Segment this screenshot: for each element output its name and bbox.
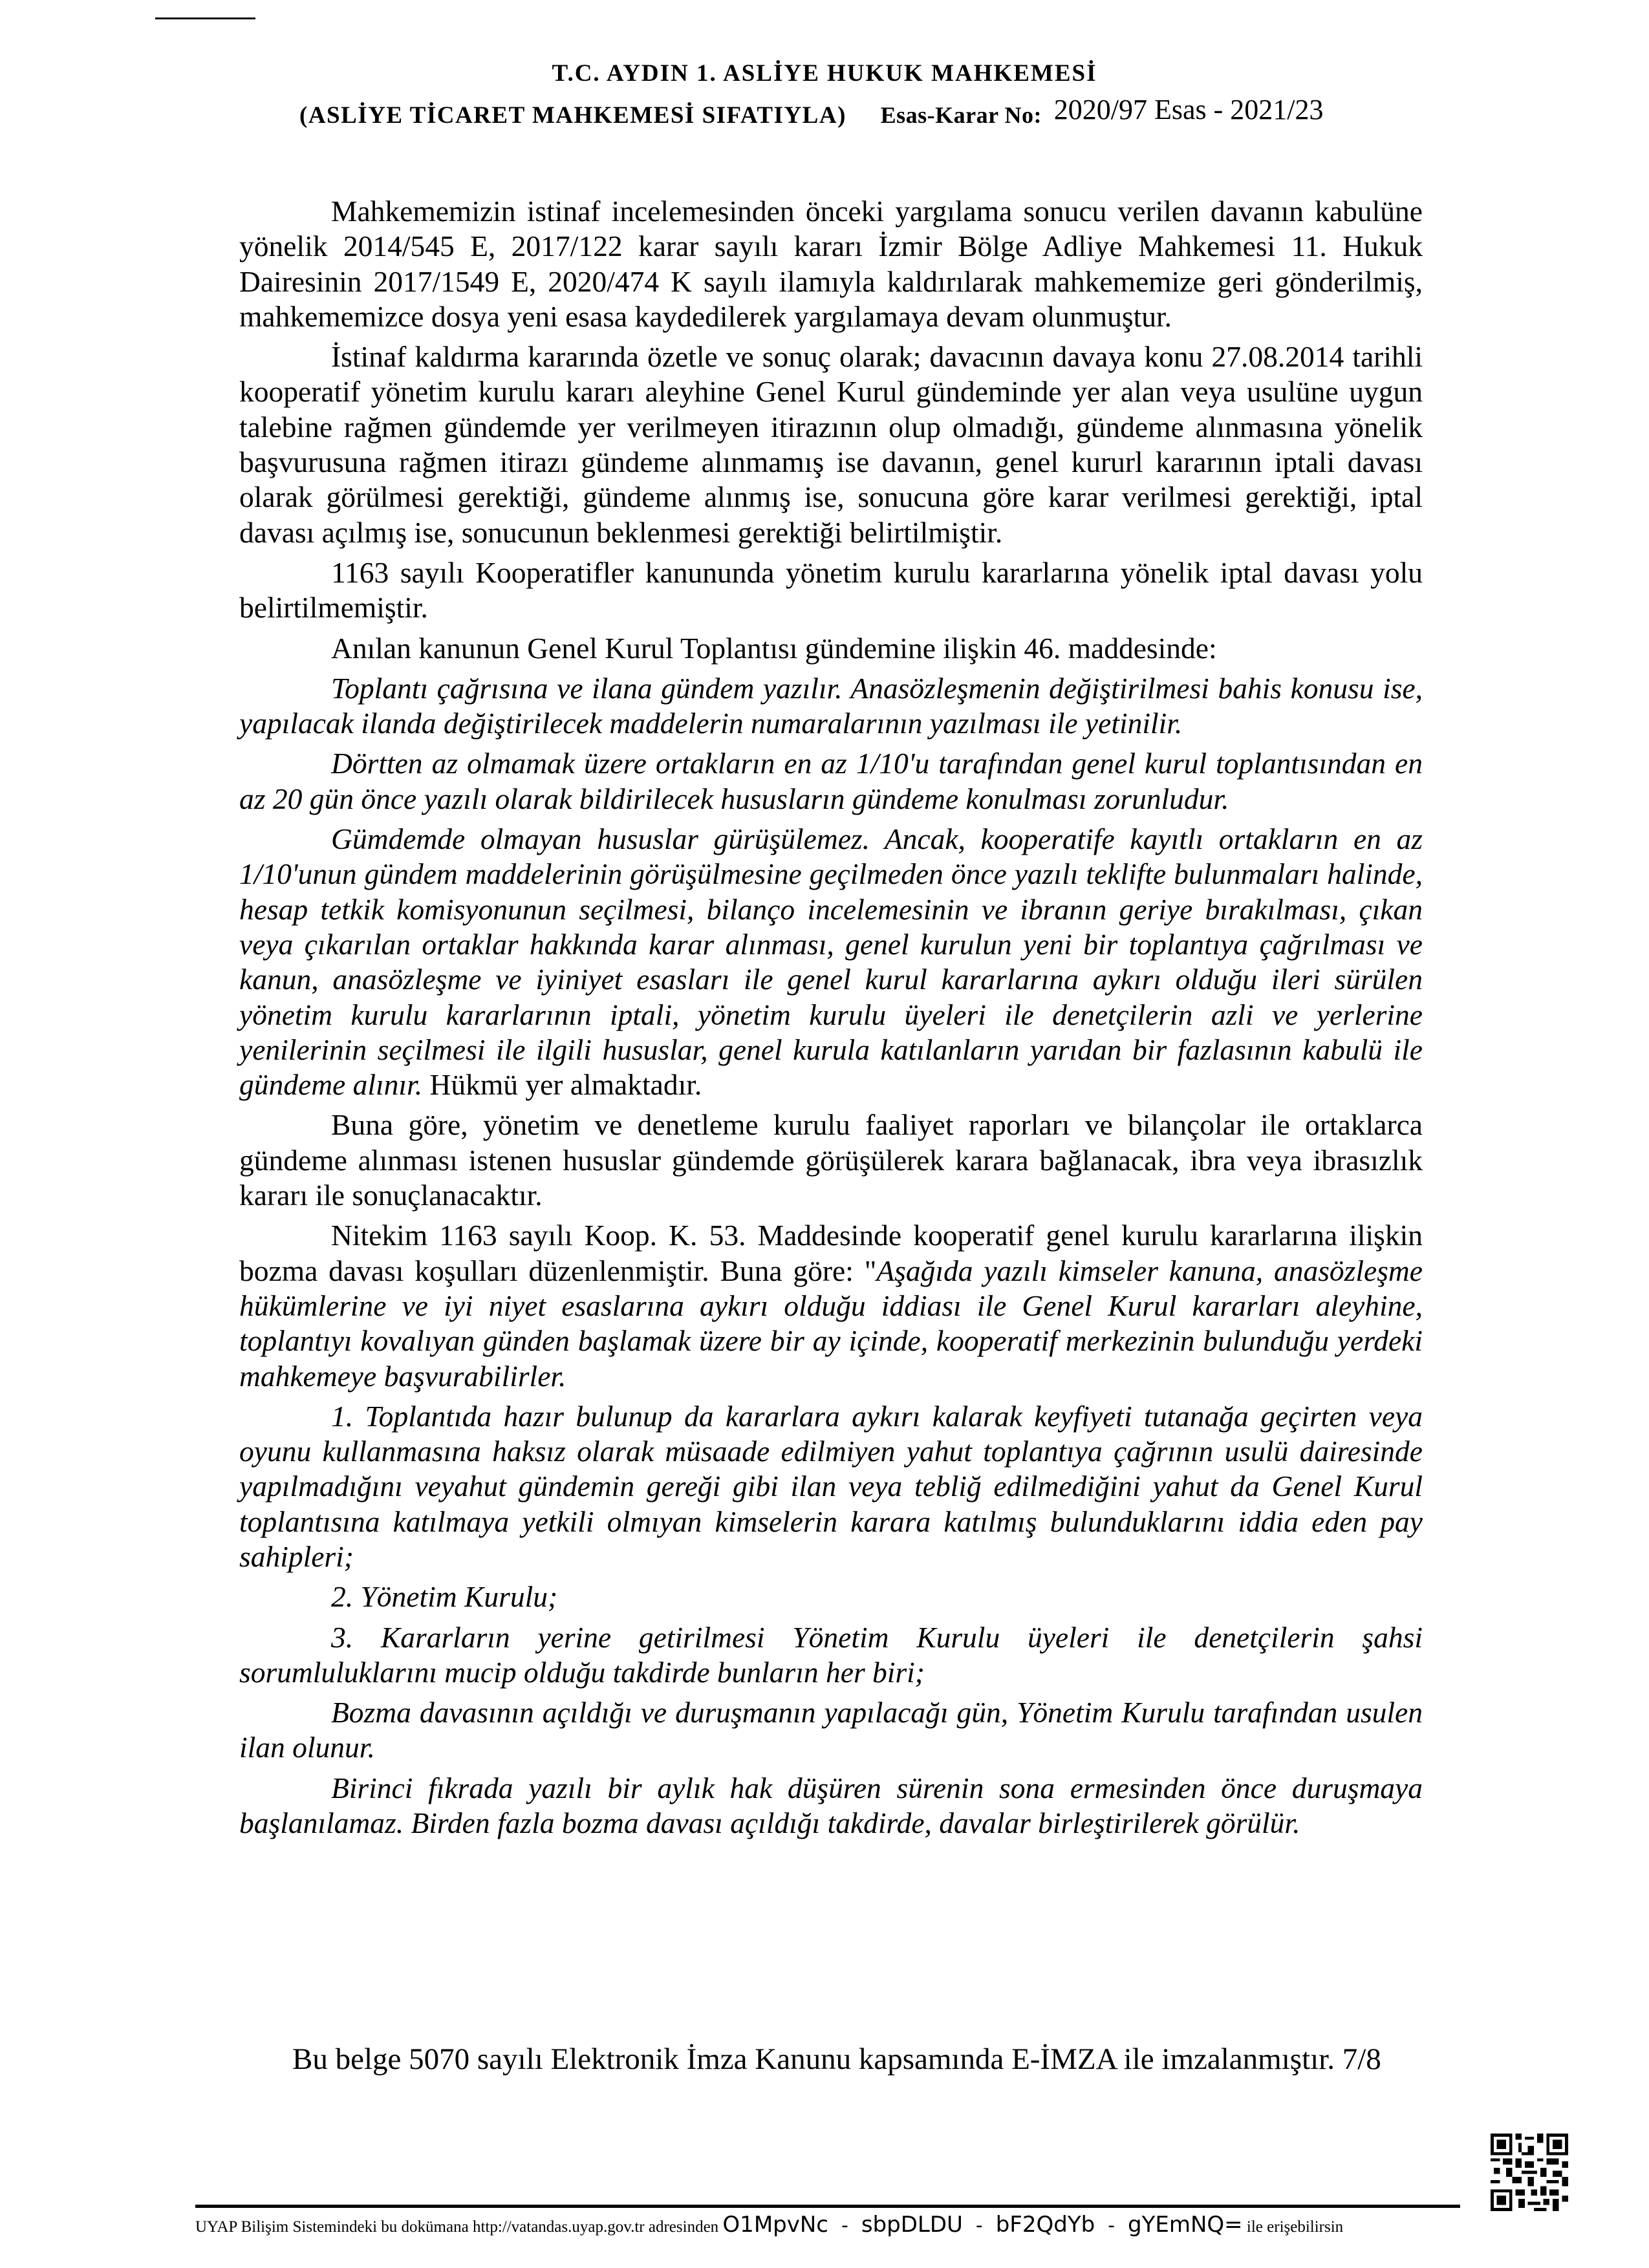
list-item: 3. Kararların yerine getirilmesi Yönetim Kurulu üyeleri ile denetçilerin şahsi sorumluluklarını mucip olduğu takdirde bunların her biri; <box>239 1620 1423 1689</box>
top-rule <box>155 17 255 19</box>
paragraph-tail: Hükmü yer almaktadır. <box>422 1068 702 1102</box>
paragraph: İstinaf kaldırma kararında özetle ve sonuç olarak; davacının davaya konu 27.08.2014 tarihli kooperatif yönetim kurulu kararı aleyhine Genel Kurul gündeminde yer alan veya usulüne uygun talebine rağmen gündemde yer verilmeyen itirazının olup olmadığı, gündeme alınmasına yönelik başvurusuna rağmen itirazı gündeme alınmamış ise davanın, genel kururl kararının iptali davası olarak görülmesi gerektiği, gündeme alınmış ise, sonucuna göre karar verilmesi gerektiği, iptal davası açılmış ise, sonucunun beklenmesi gerektiği belirtilmiştir. <box>239 340 1423 549</box>
quoted-text: Aşağıda yazılı kimseler kanuna, anasözleşme hükümlerine ve iyi niyet esaslarına aykırı olduğu iddiası ile Genel Kurul kararları aleyhine, toplantıyı kovalıyan günden başlamak üzere bir ay içinde, kooperatif merkezinin bulunduğu yerdeki mahkemeye başvurabilirler. <box>239 1254 1423 1393</box>
page-number: 7/8 <box>1342 2042 1381 2076</box>
code-separator: - <box>975 2214 983 2237</box>
paragraph <box>239 822 1423 1102</box>
quoted-paragraph: Toplantı çağrısına ve ilana gündem yazılır. Anasözleşmenin değiştirilmesi bahis konusu ise, yapılacak ilanda değiştirilecek maddelerin numaralarının yazılması ile yetinilir. <box>239 671 1423 740</box>
access-code-part-1: O1MpvNc <box>722 2212 828 2238</box>
e-signature-notice <box>292 2042 1381 2077</box>
quoted-paragraph: Bozma davasının açıldığı ve duruşmanın yapılacağı gün, Yönetim Kurulu tarafından usulen ilan olunur. <box>239 1696 1423 1764</box>
quoted-paragraph: Dörtten az olmamak üzere ortakların en az 1/10'u tarafından genel kurul toplantısından en az 20 gün önce yazılı olarak bildirilecek hususların gündeme konulması zorunludur. <box>239 747 1423 815</box>
paragraph: Buna göre, yönetim ve denetleme kurulu faaliyet raporları ve bilançolar ile ortaklarca gündeme alınması istenen hususlar gündemde görüşülerek karara bağlanacak, ibra veya ibrasızlık kararı ile sonuçlanacaktır. <box>239 1108 1423 1212</box>
qr-code-icon <box>1491 2134 1568 2211</box>
footer-rule <box>195 2205 1460 2208</box>
code-separator: - <box>841 2214 848 2237</box>
court-capacity: (ASLİYE TİCARET MAHKEMESİ SIFATIYLA) <box>299 102 846 129</box>
e-signature-text: Bu belge 5070 sayılı Elektronik İmza Kanunu kapsamında E-İMZA ile imzalanmıştır. <box>292 2042 1335 2076</box>
access-code-part-3: bF2QdYb <box>995 2212 1095 2238</box>
access-code-part-4: gYEmNQ= <box>1128 2212 1243 2238</box>
code-separator: - <box>1108 2214 1116 2237</box>
court-title: T.C. AYDIN 1. ASLİYE HUKUK MAHKEMESİ <box>552 60 1097 87</box>
list-item: 1. Toplantıda hazır bulunup da kararlara aykırı kalarak keyfiyeti tutanağa geçirten veya oyunu kullanmasına haksız olarak müsaade edilmiyen yahut toplantıya çağrının usulü dairesinde yapılmadığını veyahut gündemin gereği gibi ilan veya tebliğ edilmediğini yahut da Genel Kurul toplantısına katılmaya yetkili olmıyan kimselerin karara katılmış bulunduklarını iddia eden pay sahipleri; <box>239 1399 1423 1573</box>
document-body <box>239 194 1423 1846</box>
paragraph <box>239 1218 1423 1393</box>
uyap-footer <box>195 2212 1343 2238</box>
footer-suffix: ile erişebilirsin <box>1246 2218 1344 2236</box>
paragraph: Mahkememizin istinaf incelemesinden önceki yargılama sonucu verilen davanın kabulüne yönelik 2014/545 E, 2017/122 karar sayılı kararı İzmir Bölge Adliye Mahkemesi 11. Hukuk Dairesinin 2017/1549 E, 2020/474 K sayılı ilamıyla kaldırılarak mahkememize geri gönderilmiş, mahkememizce dosya yeni esasa kaydedilerek yargılamaya devam olunmuştur. <box>239 195 1423 333</box>
footer-prefix: UYAP Bilişim Sistemindeki bu dokümana http://vatandas.uyap.gov.tr adresinden <box>195 2218 719 2236</box>
paragraph: 1163 sayılı Kooperatifler kanununda yönetim kurulu kararlarına yönelik iptal davası yolu belirtilmemiştir. <box>239 555 1423 625</box>
list-item: 2. Yönetim Kurulu; <box>331 1580 558 1614</box>
paragraph: Anılan kanunun Genel Kurul Toplantısı gündemine ilişkin 46. maddesinde: <box>331 631 1217 665</box>
esas-karar-label: Esas-Karar No: <box>880 102 1042 128</box>
quoted-text: Gümdemde olmayan hususlar gürüşülemez. Ancak, kooperatife kayıtlı ortakların en az 1/10'unun gündem maddelerinin görüşülmesine geçilmeden önce yazılı teklifte bulunmaları halinde, hesap tetkik komisyonunun seçilmesi, bilanço incelemesinin ve ibranın geriye bırakılması, çıkan veya çıkarılan ortaklar hakkında karar alınması, genel kurulun yeni bir toplantıya çağrılması ve kanun, anasözleşme ve iyiniyet esasları ile genel kurul kararlarına aykırı olduğu ileri sürülen yönetim kurulu kararlarının iptali, yönetim kurulu üyeleri ile denetçilerin azli ve yerlerine yenilerinin seçilmesi ile ilgili hususlar, genel kurula katılanların yarıdan bir fazlasının kabulü ile gündeme alınır. <box>239 822 1423 1102</box>
esas-karar-value: 2020/97 Esas - 2021/23 <box>1053 94 1324 125</box>
paragraph-lead: Nitekim 1163 sayılı Koop. K. 53. Maddesinde kooperatif genel kurulu kararlarına ilişkin bozma davası koşulları düzenlenmiştir. Buna göre: " <box>239 1219 1423 1287</box>
quoted-paragraph: Birinci fıkrada yazılı bir aylık hak düşüren sürenin sona ermesinden önce duruşmaya başlanılamaz. Birden fazla bozma davası açıldığı takdirde, davalar birleştirilerek görülür. <box>239 1771 1423 1840</box>
court-subtitle <box>299 94 1324 130</box>
access-code-part-2: sbpDLDU <box>861 2212 963 2238</box>
